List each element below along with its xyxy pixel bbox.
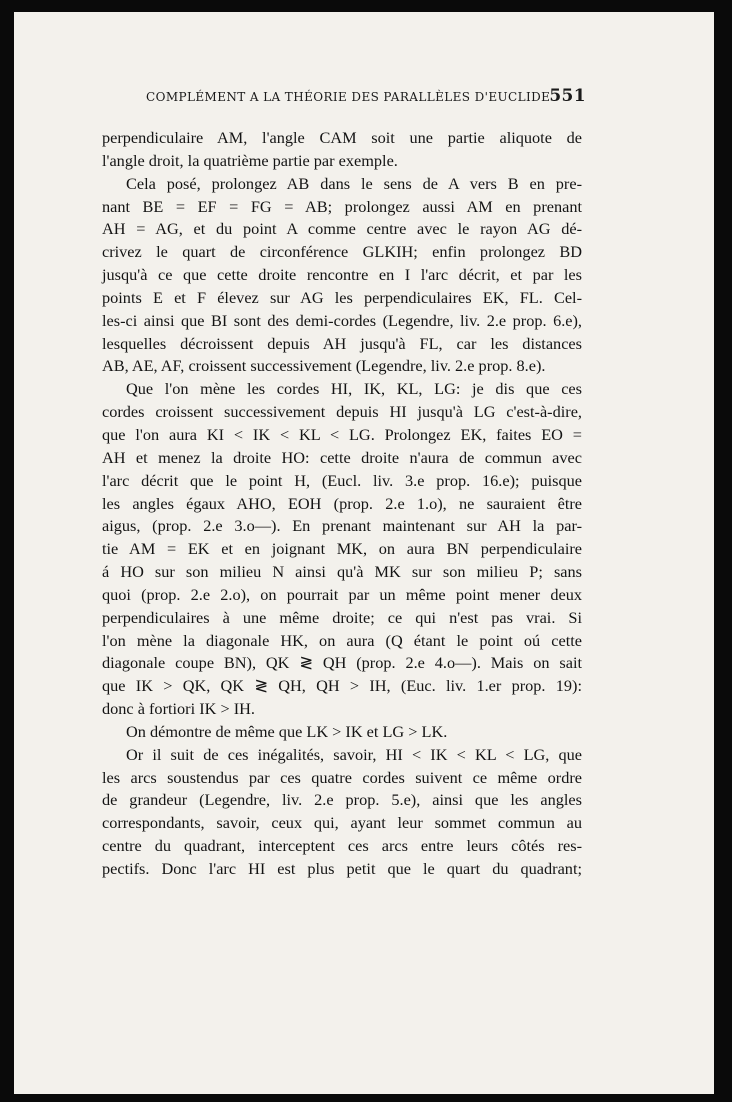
text-line: perpendiculaire AM, l'angle CAM soit une partie aliquote de xyxy=(102,128,582,147)
text-line: Or il suit de ces inégalités, savoir, HI < IK < KL < LG, que xyxy=(126,744,582,764)
text-line: Cela posé, prolongez AB dans le sens de A vers B en pre- xyxy=(126,173,582,193)
text-line: perpendiculaires à une même droite; ce qui n'est pas vrai. Si xyxy=(102,607,582,627)
text-line: cordes croissent successivement depuis HI jusqu'à LG c'est-à-dire, xyxy=(102,402,582,422)
text-line: AB, AE, AF, croissent successivement (Legendre, liv. 2.e prop. 8.e). xyxy=(102,356,546,376)
text-line: AH = AG, et du point A comme centre avec le rayon AG dé- xyxy=(102,219,582,239)
text-line: correspondants, savoir, ceux qui, ayant leur sommet commun au xyxy=(102,813,582,833)
text-line: Que l'on mène les cordes HI, IK, KL, LG: je dis que ces xyxy=(126,379,582,399)
text-line: l'arc décrit que le point H, (Eucl. liv. 3.e prop. 16.e); puisque xyxy=(102,470,582,490)
text-line: que l'on aura KI < IK < KL < LG. Prolongez EK, faites EO = xyxy=(102,424,582,444)
text-line: diagonale coupe BN), QK ≷ QH (prop. 2.e 4.o—). Mais on sait xyxy=(102,653,582,673)
text-line: de grandeur (Legendre, liv. 2.e prop. 5.e), ainsi que les angles xyxy=(102,790,582,810)
text-line: á HO sur son milieu N ainsi qu'à MK sur son milieu P; sans xyxy=(102,562,582,582)
text-line: crivez le quart de circonférence GLKIH; enfin prolongez BD xyxy=(102,242,582,262)
text-line: lesquelles décroissent depuis AH jusqu'à FL, car les distances xyxy=(102,333,582,353)
text-line: nant BE = EF = FG = AB; prolongez aussi AM en prenant xyxy=(102,196,582,216)
text-line: que IK > QK, QK ≷ QH, QH > IH, (Euc. liv. 1.er prop. 19): xyxy=(102,676,582,696)
text-line: pectifs. Donc l'arc HI est plus petit que le quart du quadrant; xyxy=(102,859,582,878)
text-line: les-ci ainsi que BI sont des demi-cordes (Legendre, liv. 2.e prop. 6.e), xyxy=(102,310,582,330)
text-line: les arcs soustendus par ces quatre cordes suivent ce même ordre xyxy=(102,767,582,787)
text-line: points E et F élevez sur AG les perpendiculaires EK, FL. Cel- xyxy=(102,287,582,307)
text-line: centre du quadrant, interceptent ces arcs entre leurs côtés res- xyxy=(102,836,582,856)
body-text xyxy=(102,127,582,881)
text-line: AH et menez la droite HO: cette droite n'aura de commun avec xyxy=(102,447,582,467)
text-line: On démontre de même que LK > IK et LG > LK. xyxy=(126,721,448,741)
text-line: l'angle droit, la quatrième partie par exemple. xyxy=(102,150,398,170)
text-line: donc à fortiori IK > IH. xyxy=(102,699,255,719)
text-line: l'on mène la diagonale HK, on aura (Q étant le point oú cette xyxy=(102,630,582,650)
text-line: jusqu'à ce que cette droite rencontre en I l'arc décrit, et par les xyxy=(102,265,582,285)
page-number: 551 xyxy=(549,86,586,106)
running-head xyxy=(146,86,586,106)
text-line: les angles égaux AHO, EOH (prop. 2.e 1.o), ne sauraient être xyxy=(102,493,582,513)
text-line: quoi (prop. 2.e 2.o), on pourrait par un même point mener deux xyxy=(102,584,582,604)
text-line: tie AM = EK et en joignant MK, on aura BN perpendiculaire xyxy=(102,539,582,559)
text-line: aigus, (prop. 2.e 3.o—). En prenant maintenant sur AH la par- xyxy=(102,516,582,536)
document-page xyxy=(14,12,714,1094)
running-title: COMPLÉMENT A LA THÉORIE DES PARALLÈLES D'EUCLIDE xyxy=(146,90,551,104)
